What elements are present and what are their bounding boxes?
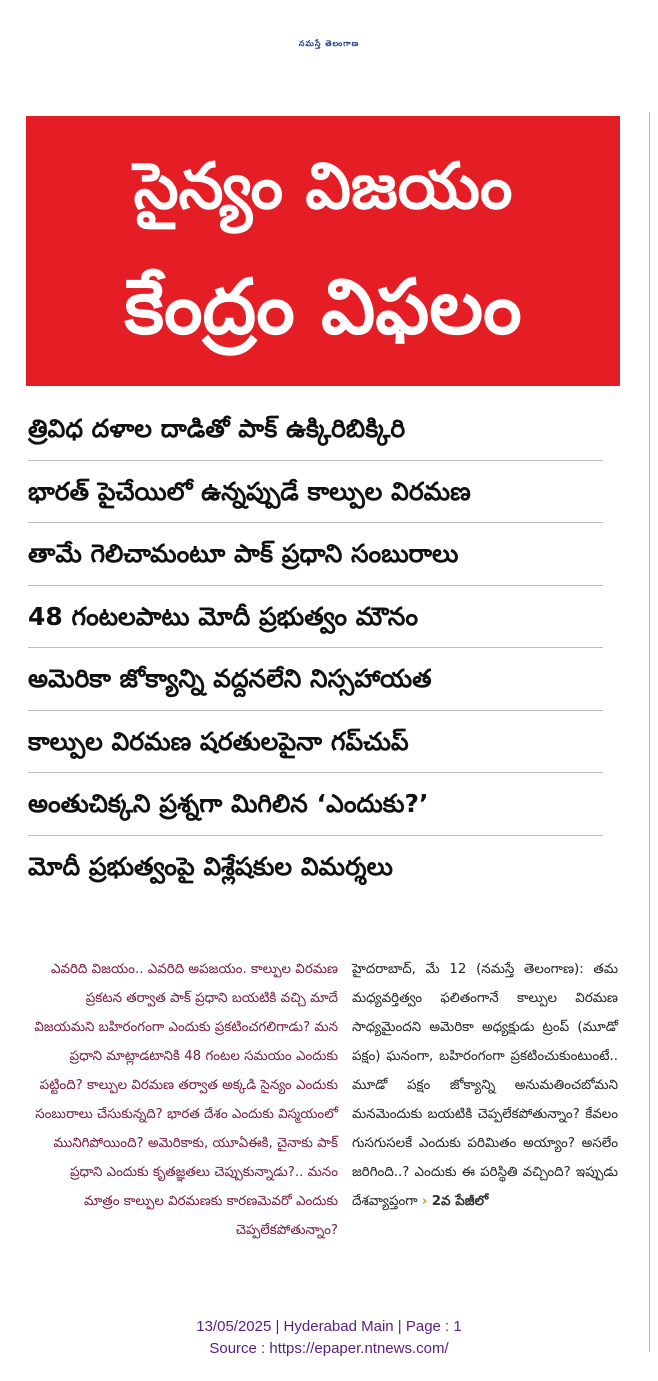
footer-source-link[interactable]: Source : https://epaper.ntnews.com/: [209, 1340, 449, 1357]
subheadline-item: తామే గెలిచామంటూ పాక్ ప్రధాని సంబురాలు: [28, 523, 603, 586]
article-body-column: [352, 955, 618, 1216]
subheadline-item: అమెరికా జోక్యాన్ని వద్దనలేని నిస్సహాయత: [28, 648, 603, 711]
headline-line-1: సైన్యం విజయం: [133, 150, 513, 224]
subheadline-item: మోదీ ప్రభుత్వంపై విశ్లేషకుల విమర్శలు: [28, 851, 393, 881]
subheadline-item: అంతుచిక్కని ప్రశ్నగా మిగిలిన ‘ఎందుకు?’: [28, 773, 603, 836]
article-body-text: హైదరాబాద్, మే 12 (నమస్తే తెలంగాణ): తమ మధ్యవర్తిత్వం ఫలితంగానే కాల్పుల విరమణ సాధ్యమైందని అమెరికా అధ్యక్షుడు ట్రంప్ (మూడో పక్షం) ఘనంగా, బహిరంగంగా ప్రకటించుకుంటుంటే.. మూడో పక్షం జోక్యాన్ని అనుమతించబోమని మనమెందుకు బయటికి చెప్పలేకపోతున్నాం? కేవలం గుసగుసలకే ఎందుకు పరిమితం అయ్యాం? అసలేం జరిగింది..? ఎందుకు ఈ పరిస్థితి వచ్చింది? ఇప్పుడు దేశవ్యాప్తంగా: [352, 962, 618, 1209]
continue-arrow-icon: ›: [421, 1194, 428, 1209]
subheadline-item: భారత్ పైచేయిలో ఉన్నప్పుడే కాల్పుల విరమణ: [28, 461, 603, 524]
column-rule: [649, 112, 656, 1352]
subheadline-list: [28, 398, 603, 897]
headline-banner: [26, 116, 620, 386]
newspaper-masthead: నమస్తే తెలంగాణ: [298, 38, 360, 48]
subheadline-item: కాల్పుల విరమణ షరతులపైనా గప్‌చుప్: [28, 711, 603, 774]
headline-line-2: కేంద్రం విఫలం: [124, 262, 522, 351]
subheadline-item: త్రివిధ దళాల దాడితో పాక్ ఉక్కిరిబిక్కిరి: [28, 398, 603, 461]
subheadline-item: 48 గంటలపాటు మోదీ ప్రభుత్వం మౌనం: [28, 586, 603, 649]
sidebar-column: ఎవరిది విజయం.. ఎవరిది అపజయం. కాల్పుల విరమణ ప్రకటన తర్వాత పాక్ ప్రధాని బయటికి వచ్చి మాదే విజయమని బహిరంగంగా ఎందుకు ప్రకటించగలిగాడు? మన ప్రధాని మాట్లాడటానికి 48 గంటల సమయం ఎందుకు పట్టింది? కాల్పుల విరమణ తర్వాత అక్కడి సైన్యం ఎందుకు సంబురాలు చేసుకున్నది? భారత దేశం ఎందుకు విస్మయంలో మునిగిపోయింది? అమెరికాకు, యూఏఈకి, చైనాకు పాక్ ప్రధాని ఎందుకు కృతజ్ఞతలు చెప్పుకున్నాడు?.. మనం మాత్రం కాల్పుల విరమణకు కారణమెవరో ఎందుకు చెప్పలేకపోతున్నాం?: [34, 962, 338, 1238]
footer-edition-info: 13/05/2025 | Hyderabad Main | Page : 1: [196, 1318, 462, 1335]
continued-on-page-link[interactable]: 2వ పేజీలో: [431, 1194, 489, 1209]
page-footer: [0, 1316, 658, 1360]
